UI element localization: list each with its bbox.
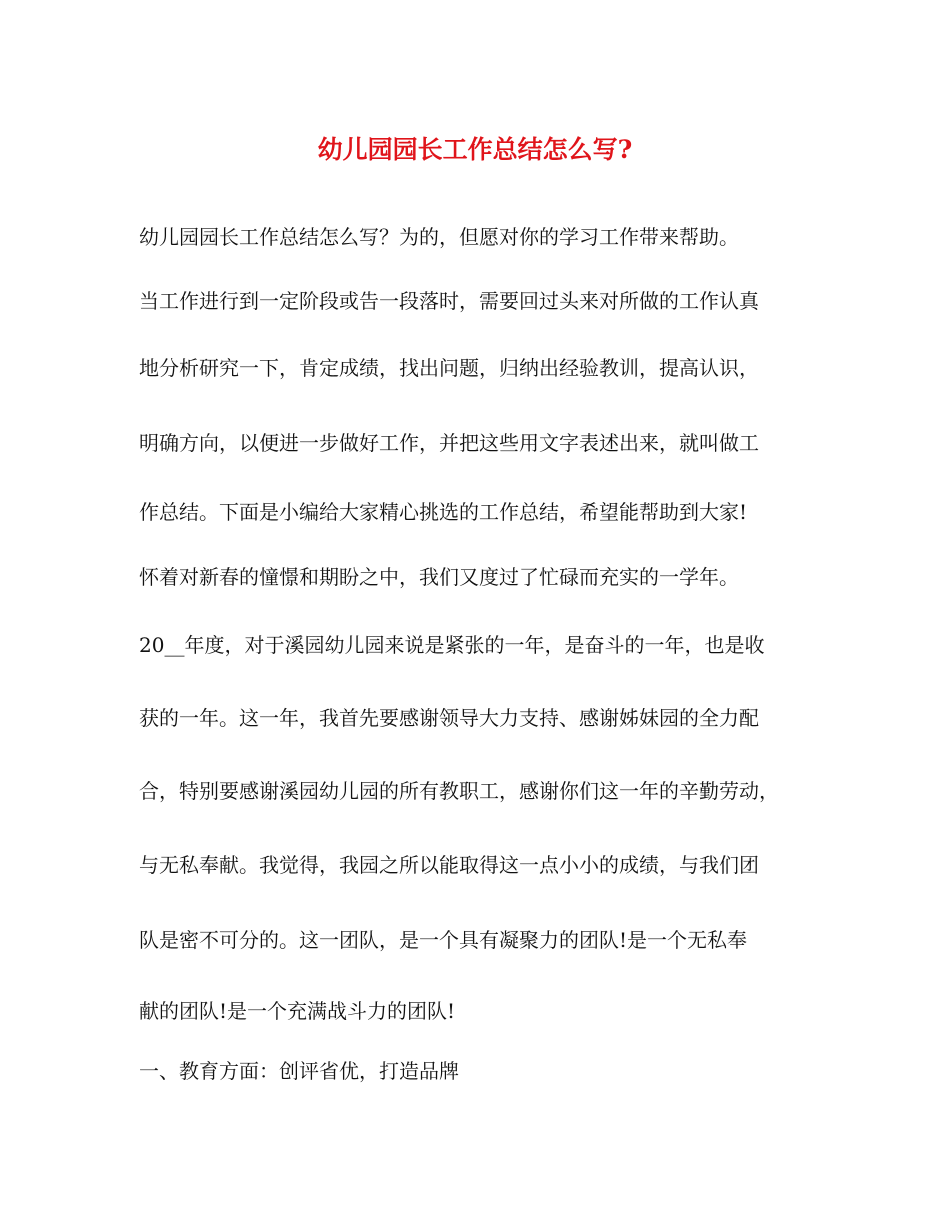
paragraph-line: 献的团队!是一个充满战斗力的团队! [139, 999, 456, 1023]
document-title: 幼儿园园长工作总结怎么写? [317, 135, 633, 164]
paragraph-line: 20__年度，对于溪园幼儿园来说是紧张的一年，是奋斗的一年，也是收 [139, 633, 765, 657]
paragraph-line: 幼儿园园长工作总结怎么写？为的，但愿对你的学习工作带来帮助。 [139, 225, 739, 249]
paragraph-line: 作总结。下面是小编给大家精心挑选的工作总结，希望能帮助到大家! [139, 500, 748, 524]
paragraph-line: 地分析研究一下，肯定成绩，找出问题，归纳出经验教训，提高认识， [139, 356, 759, 380]
paragraph-line: 获的一年。这一年，我首先要感谢领导大力支持、感谢姊妹园的全力配 [139, 706, 759, 730]
paragraph-line: 当工作进行到一定阶段或告一段落时，需要回过头来对所做的工作认真 [139, 289, 759, 313]
paragraph-line: 明确方向，以便进一步做好工作，并把这些用文字表述出来，就叫做工 [139, 431, 759, 455]
paragraph-line: 队是密不可分的。这一团队，是一个具有凝聚力的团队!是一个无私奉 [139, 928, 748, 952]
paragraph-line: 与无私奉献。我觉得，我园之所以能取得这一点小小的成绩，与我们团 [139, 853, 759, 877]
paragraph-line: 合，特别要感谢溪园幼儿园的所有教职工，感谢你们这一年的辛勤劳动， [139, 779, 779, 803]
section-heading: 一、教育方面：创评省优，打造品牌 [139, 1059, 459, 1083]
paragraph-line: 怀着对新春的憧憬和期盼之中，我们又度过了忙碌而充实的一学年。 [139, 565, 739, 589]
